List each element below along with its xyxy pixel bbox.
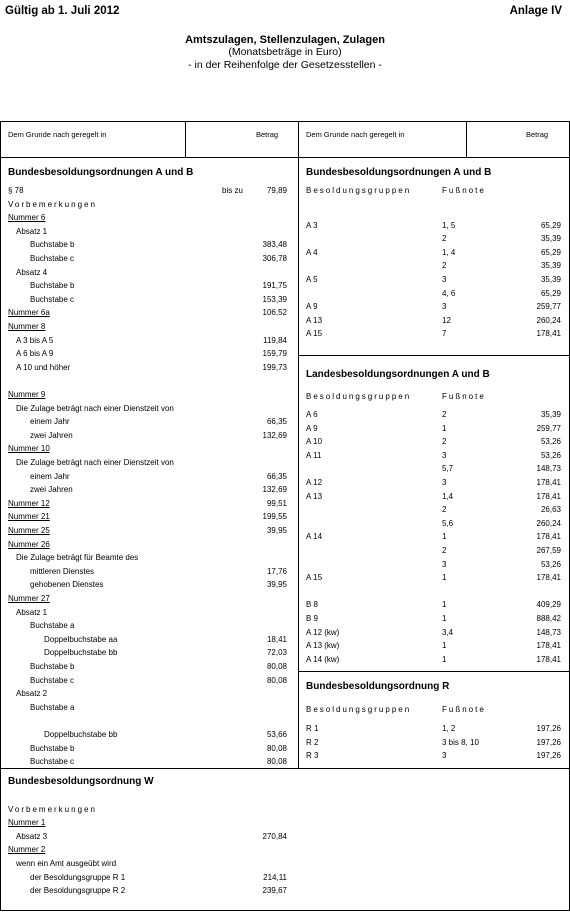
row-group: R 2: [306, 737, 319, 747]
row-amount: 260,24: [536, 315, 561, 325]
row-footnote: 2: [442, 234, 447, 244]
row-amount: 53,26: [540, 450, 561, 460]
row-amount: 178,41: [536, 573, 561, 583]
row-label: A 3 bis A 5: [16, 335, 54, 345]
row-label: Nummer 21: [8, 512, 50, 522]
row-footnote: 3: [442, 559, 447, 569]
row-footnote: 3: [442, 275, 447, 284]
row-footnote: 3: [442, 302, 447, 312]
column-header-group: Besoldungsgruppen: [306, 186, 412, 195]
row-amount: 199,73: [262, 362, 287, 372]
row-amount: 178,41: [536, 532, 561, 542]
row-amount: 306,78: [262, 254, 287, 263]
row-label: zwei Jahren: [30, 485, 73, 495]
row-group: A 12: [306, 478, 323, 487]
row-amount: 197,26: [536, 737, 561, 747]
row-amount: 80,08: [266, 743, 287, 753]
row-label: Buchstabe c: [30, 254, 75, 263]
column-header-basis: Dem Grunde nach geregelt in: [8, 130, 107, 139]
row-label: Nummer 6: [8, 213, 46, 223]
row-label: wenn ein Amt ausgeübt wird: [16, 859, 117, 868]
row-group: A 9: [306, 423, 318, 433]
row-amount: 259,77: [536, 302, 561, 312]
row-amount: 214,11: [263, 872, 287, 882]
column-header-group: Besoldungsgruppen: [306, 392, 412, 401]
row-amount: 260,24: [536, 518, 561, 528]
row-group: A 14: [306, 532, 323, 542]
row-label: Buchstabe b: [30, 743, 75, 753]
row-footnote: 1, 2: [442, 724, 456, 733]
row-label: Nummer 26: [8, 539, 50, 549]
row-footnote: 1: [442, 614, 447, 623]
row-amount: 267,59: [536, 546, 561, 555]
row-group: A 4: [306, 247, 318, 257]
row-footnote: 1, 4: [442, 247, 456, 257]
row-label: Absatz 2: [16, 689, 48, 699]
row-label: einem Jahr: [30, 471, 70, 481]
row-footnote: 5,7: [442, 464, 454, 474]
row-amount: 65,29: [540, 220, 561, 230]
row-amount: 178,41: [536, 329, 561, 339]
row-group: A 3: [306, 220, 318, 230]
row-amount: 66,35: [266, 471, 287, 481]
section-title: Landesbesoldungsordnungen A und B: [306, 369, 490, 380]
row-amount: 79,89: [266, 186, 287, 195]
row-label: Die Zulage beträgt für Beamte des: [16, 553, 139, 563]
row-amount: 132,69: [262, 430, 287, 440]
row-label: Nummer 10: [8, 444, 50, 454]
section-heading: Vorbemerkungen: [8, 804, 97, 814]
row-amount: 178,41: [536, 491, 561, 501]
row-amount: 80,08: [266, 675, 287, 685]
valid-from-header: Gültig ab 1. Juli 2012: [5, 5, 120, 17]
row-footnote: 1,4: [442, 491, 454, 501]
row-amount: 26,63: [540, 505, 561, 515]
row-label: zwei Jahren: [30, 430, 73, 440]
row-footnote: 2: [442, 505, 447, 515]
row-label: Nummer 12: [8, 498, 50, 508]
row-group: A 13: [306, 491, 323, 501]
document-subtitle: (Monatsbeträge in Euro): [228, 46, 342, 58]
row-footnote: 3: [442, 751, 447, 761]
row-label: Buchstabe c: [30, 757, 75, 767]
row-amount: 888,42: [536, 614, 561, 623]
row-footnote: 12: [442, 315, 451, 325]
row-amount: 159,79: [262, 349, 287, 359]
divider: [298, 671, 570, 672]
row-footnote: 3: [442, 478, 447, 487]
row-footnote: 1: [442, 573, 447, 583]
row-amount: 153,39: [262, 294, 287, 304]
column-header-basis: Dem Grunde nach geregelt in: [306, 130, 405, 139]
row-label: Buchstabe b: [30, 281, 75, 291]
row-group: A 10: [306, 437, 323, 447]
row-amount: 53,26: [540, 437, 561, 447]
row-amount: 18,41: [266, 634, 287, 644]
row-amount: 259,77: [536, 423, 561, 433]
row-footnote: 1: [442, 641, 447, 651]
row-amount: 132,69: [262, 485, 287, 495]
divider: [298, 355, 570, 356]
row-amount: 80,08: [266, 662, 287, 671]
row-group: B 9: [306, 614, 319, 623]
row-footnote: 3,4: [442, 627, 454, 637]
row-label: Nummer 1: [8, 818, 46, 828]
row-group: A 9: [306, 302, 318, 312]
row-label: Absatz 1: [16, 607, 48, 617]
row-footnote: 2: [442, 546, 447, 555]
column-header-footnote: Fußnote: [442, 186, 486, 195]
row-footnote: 1: [442, 532, 447, 542]
divider: [466, 121, 467, 158]
column-header-group: Besoldungsgruppen: [306, 705, 412, 714]
row-label: Nummer 6a: [8, 308, 50, 318]
row-label: § 78: [8, 186, 24, 195]
section-title: Bundesbesoldungsordnung R: [306, 681, 450, 692]
row-group: A 13 (kw): [306, 641, 340, 651]
divider: [0, 157, 570, 158]
row-group: A 15: [306, 329, 323, 339]
row-footnote: 1: [442, 423, 447, 433]
row-group: A 11: [306, 450, 322, 460]
row-footnote: 1: [442, 654, 447, 664]
row-label: Buchstabe a: [30, 702, 75, 712]
annex-label: Anlage IV: [509, 5, 562, 17]
row-amount: 119,84: [263, 335, 287, 345]
row-amount: 199,55: [262, 512, 287, 522]
row-amount: 35,39: [540, 261, 561, 271]
row-group: A 13: [306, 315, 323, 325]
row-label: Die Zulage beträgt nach einer Dienstzeit von: [16, 403, 174, 413]
column-header-amount: Betrag: [526, 130, 549, 139]
row-label: gehobenen Dienstes: [30, 580, 104, 590]
row-footnote: 2: [442, 437, 447, 447]
column-header-footnote: Fußnote: [442, 705, 486, 714]
row-amount: 53,66: [266, 730, 287, 739]
row-amount: 35,39: [540, 410, 561, 419]
column-header-amount: Betrag: [256, 130, 279, 139]
row-amount: 191,75: [262, 281, 287, 291]
row-label: Buchstabe c: [30, 294, 75, 304]
row-label: Buchstabe b: [30, 662, 75, 671]
row-amount: 239,67: [262, 886, 287, 896]
section-title: Bundesbesoldungsordnungen A und B: [8, 167, 194, 178]
row-footnote: 3: [442, 450, 447, 460]
row-label: Buchstabe a: [30, 621, 75, 631]
row-group: R 1: [306, 724, 319, 733]
row-amount: 35,39: [540, 275, 561, 284]
row-amount: 66,35: [266, 417, 287, 427]
row-footnote: 4, 6: [442, 288, 456, 298]
row-amount: 409,29: [536, 600, 561, 610]
row-group: A 6: [306, 410, 318, 419]
row-label: Nummer 25: [8, 526, 50, 535]
row-footnote: 7: [442, 329, 447, 339]
row-label: Absatz 4: [16, 267, 48, 277]
row-note: bis zu: [222, 186, 243, 195]
row-amount: 80,08: [266, 757, 287, 767]
row-group: A 12 (kw): [306, 627, 340, 637]
row-amount: 148,73: [536, 627, 561, 637]
row-footnote: 2: [442, 410, 447, 419]
row-amount: 197,26: [536, 724, 561, 733]
row-label: Doppelbuchstabe bb: [44, 730, 118, 739]
row-amount: 39,95: [266, 526, 287, 535]
row-label: einem Jahr: [30, 417, 70, 427]
row-label: Buchstabe b: [30, 240, 75, 250]
row-label: Absatz 1: [16, 226, 48, 236]
row-footnote: 2: [442, 261, 447, 271]
row-amount: 178,41: [536, 641, 561, 651]
section-heading: Vorbemerkungen: [8, 199, 97, 209]
divider: [0, 768, 570, 769]
row-amount: 99,51: [266, 498, 287, 508]
divider: [185, 121, 186, 158]
row-label: Nummer 27: [8, 594, 50, 603]
row-amount: 17,76: [266, 566, 287, 576]
row-amount: 197,26: [536, 751, 561, 761]
row-footnote: 1: [442, 600, 447, 610]
row-amount: 72,03: [266, 648, 287, 658]
row-amount: 178,41: [536, 654, 561, 664]
row-label: der Besoldungsgruppe R 2: [30, 886, 126, 896]
row-label: Buchstabe c: [30, 675, 75, 685]
section-title: Bundesbesoldungsordnung W: [8, 776, 154, 787]
column-header-footnote: Fußnote: [442, 392, 486, 401]
row-group: R 3: [306, 751, 319, 761]
row-label: mittleren Dienstes: [30, 566, 95, 576]
row-label: A 6 bis A 9: [16, 349, 54, 359]
row-group: A 14 (kw): [306, 654, 340, 664]
row-amount: 270,84: [262, 831, 287, 841]
row-amount: 39,95: [266, 580, 287, 590]
row-group: B 8: [306, 600, 319, 610]
document-title: Amtszulagen, Stellenzulagen, Zulagen: [185, 34, 385, 46]
row-amount: 53,26: [540, 559, 561, 569]
row-label: Doppelbuchstabe bb: [44, 648, 118, 658]
row-amount: 65,29: [540, 288, 561, 298]
row-footnote: 1, 5: [442, 220, 456, 230]
row-label: A 10 und höher: [16, 362, 71, 372]
row-label: Nummer 2: [8, 845, 46, 855]
row-amount: 383,48: [262, 240, 287, 250]
row-amount: 35,39: [540, 234, 561, 244]
row-label: Doppelbuchstabe aa: [44, 634, 118, 644]
row-footnote: 5,6: [442, 518, 454, 528]
row-amount: 178,41: [536, 478, 561, 487]
section-title: Bundesbesoldungsordnungen A und B: [306, 167, 492, 178]
row-amount: 148,73: [536, 464, 561, 474]
row-label: Absatz 3: [16, 831, 48, 841]
row-amount: 65,29: [540, 247, 561, 257]
row-label: Nummer 9: [8, 390, 46, 399]
document-ordering-note: - in der Reihenfolge der Gesetzesstellen -: [188, 59, 382, 71]
row-label: Die Zulage beträgt nach einer Dienstzeit von: [16, 458, 174, 467]
row-label: der Besoldungsgruppe R 1: [30, 872, 126, 882]
row-group: A 15: [306, 573, 323, 583]
row-group: A 5: [306, 275, 318, 284]
row-amount: 106,52: [262, 308, 287, 318]
row-footnote: 3 bis 8, 10: [442, 737, 479, 747]
row-label: Nummer 8: [8, 322, 46, 331]
